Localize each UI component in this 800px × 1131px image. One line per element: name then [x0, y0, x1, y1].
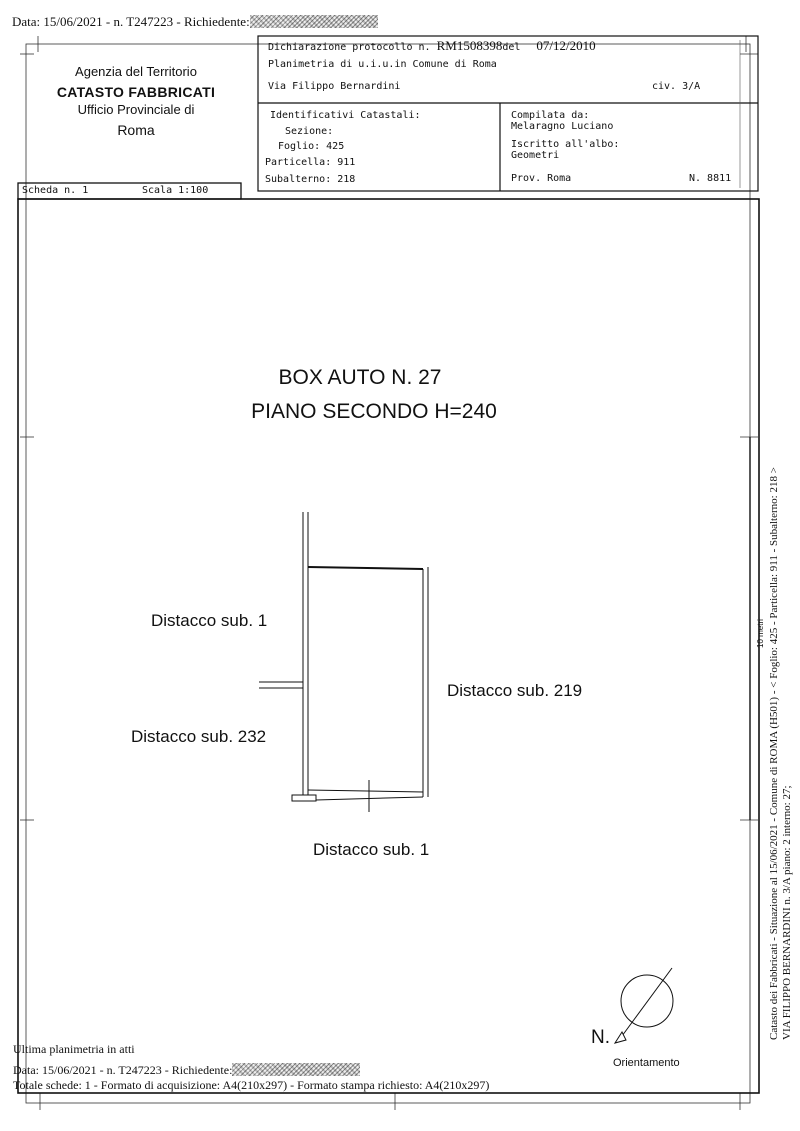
albo-value: Geometri	[511, 150, 560, 161]
agency-block	[30, 62, 242, 142]
planimetria-line: Planimetria di u.i.u.in Comune di Roma	[268, 59, 497, 70]
footer-date-text: Data: 15/06/2021 - n. T247223 - Richiedente:	[13, 1063, 233, 1077]
side-vertical-text	[768, 335, 794, 1040]
scheda-label: Scheda n. 1	[22, 185, 89, 196]
label-distacco-sub-1-left: Distacco sub. 1	[151, 611, 268, 630]
civic-number: civ. 3/A	[652, 81, 701, 92]
ufficio-label: Ufficio Provinciale di	[77, 102, 195, 117]
compiler-name: Melaragno Luciano	[511, 121, 614, 132]
declaration-date: 07/12/2010	[536, 38, 596, 53]
albo-label: Iscritto all'albo:	[511, 139, 620, 150]
footer-totals: Totale schede: 1 - Formato di acquisizione: A4(210x297) - Formato stampa richiesto: A4(210x297)	[13, 1078, 490, 1092]
ufficio-city: Roma	[117, 122, 155, 138]
particella: Particella: 911	[265, 157, 356, 168]
registration-number: N. 8811	[689, 173, 732, 184]
declaration-line	[268, 38, 596, 54]
last-plan-note: Ultima planimetria in atti	[13, 1042, 135, 1056]
address-line: Via Filippo Bernardini	[268, 81, 401, 92]
label-distacco-sub-1-bottom: Distacco sub. 1	[313, 840, 430, 859]
side-text-line1: Catasto dei Fabbricati - Situazione al 15/06/2021 - Comune di ROMA (H501) - < Foglio: 425 - Particella: 911 - Subalterno: 218 >	[768, 467, 780, 1040]
declaration-label: Dichiarazione protocollo n.	[268, 42, 431, 53]
agency-name: Agenzia del Territorio	[75, 64, 197, 79]
header-date-text: Data: 15/06/2021 - n. T247223 - Richiedente:	[12, 14, 250, 29]
scale-label: Scala 1:100	[142, 185, 209, 196]
plan-title: BOX AUTO N. 27	[278, 366, 442, 389]
foglio: Foglio: 425	[278, 141, 345, 152]
plan-subtitle: PIANO SECONDO H=240	[251, 400, 497, 423]
del-label: del	[502, 42, 521, 53]
side-text-line2: VIA FILIPPO BERNARDINI n. 3/A piano: 2 interno: 27;	[781, 785, 793, 1040]
sezione: Sezione:	[285, 126, 334, 137]
catasto-title: CATASTO FABBRICATI	[56, 84, 216, 100]
label-distacco-sub-219: Distacco sub. 219	[447, 681, 583, 700]
footer-date-line	[13, 1063, 360, 1078]
compiled-by-label: Compilata da:	[511, 110, 590, 121]
north-label: N.	[591, 1027, 610, 1048]
province: Prov. Roma	[511, 173, 572, 184]
subalterno: Subalterno: 218	[265, 174, 356, 185]
protocol-number: RM1508398	[436, 38, 503, 53]
label-distacco-sub-232: Distacco sub. 232	[131, 727, 267, 746]
identifiers-title: Identificativi Catastali:	[270, 110, 421, 121]
orientation-label: Orientamento	[613, 1057, 680, 1069]
footer-redacted-requester	[232, 1063, 360, 1076]
scale-bar-label: 10 metri	[756, 619, 765, 648]
